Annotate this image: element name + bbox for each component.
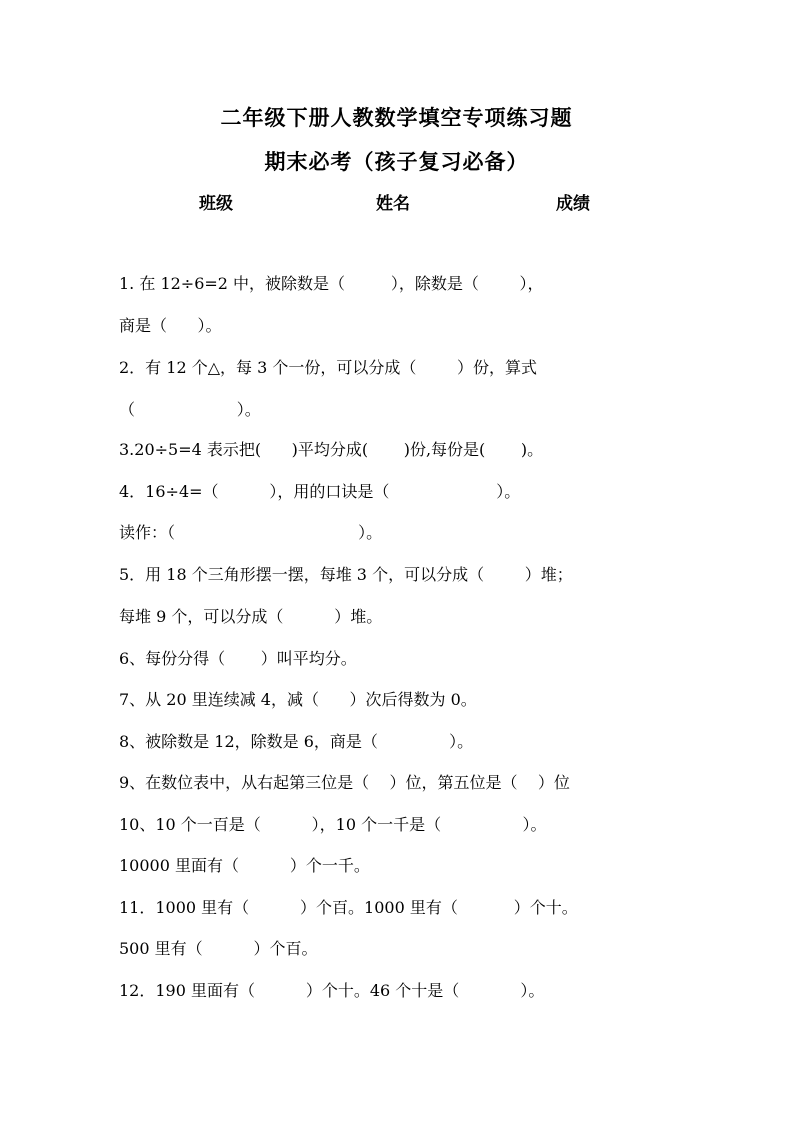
- question-line: 2．有 12 个△，每 3 个一份，可以分成（ ）份，算式: [119, 358, 538, 377]
- question-line: 11．1000 里有（ ）个百。1000 里有（ ）个十。: [119, 898, 578, 917]
- class-label: 班级: [199, 194, 233, 214]
- question-line: 读作：（ ）。: [119, 523, 383, 542]
- question-line: 7、从 20 里连续减 4，减（ ）次后得数为 0。: [119, 690, 477, 709]
- question-line: 5．用 18 个三角形摆一摆，每堆 3 个，可以分成（ ）堆；: [119, 565, 573, 584]
- question-line: 10、10 个一百是（ ），10 个一千是（ ）。: [119, 815, 547, 834]
- score-label: 成绩: [556, 194, 590, 214]
- question-line: 500 里有（ ）个百。: [119, 939, 318, 958]
- question-line: 10000 里面有（ ）个一千。: [119, 856, 370, 875]
- name-label: 姓名: [376, 194, 410, 214]
- page-subtitle: 期末必考（孩子复习必备）: [264, 150, 529, 174]
- question-line: 12．190 里面有（ ）个十。46 个十是（ ）。: [119, 981, 545, 1000]
- question-line: 4．16÷4=（ ），用的口诀是（ ）。: [119, 482, 521, 501]
- question-line: 3.20÷5=4 表示把( )平均分成( )份,每份是( )。: [119, 440, 544, 459]
- question-line: 商是（ ）。: [119, 316, 222, 335]
- question-line: （ ）。: [119, 400, 261, 419]
- question-line: 9、在数位表中，从右起第三位是（ ）位，第五位是（ ）位: [119, 773, 570, 792]
- question-line: 6、每份分得（ ）叫平均分。: [119, 649, 357, 668]
- page-title: 二年级下册人教数学填空专项练习题: [220, 106, 573, 130]
- question-line: 1. 在 12÷6=2 中，被除数是（ ），除数是（ ），: [119, 274, 544, 293]
- question-line: 8、被除数是 12，除数是 6，商是（ ）。: [119, 732, 474, 751]
- question-line: 每堆 9 个，可以分成（ ）堆。: [119, 607, 383, 626]
